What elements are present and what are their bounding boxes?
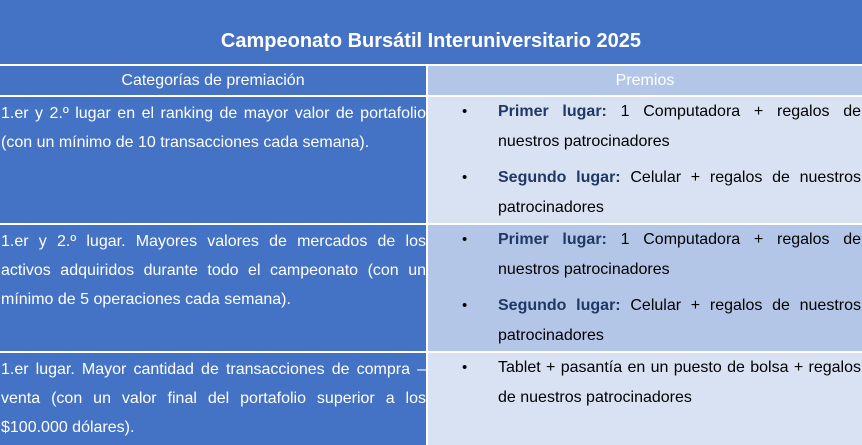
bullet-icon: •: [462, 103, 468, 120]
row-2-prizes: [428, 225, 862, 351]
row-3-category: 1.er lugar. Mayor cantidad de transacciones de compra – venta (con un valor final del portafolio superior a los $100.000 dólares).: [0, 353, 426, 445]
prize-text: 1 Computadora + regalos de nuestros patrocinadores: [498, 103, 861, 150]
prize-label: Primer lugar:: [498, 231, 607, 248]
header-prizes: Premios: [428, 66, 862, 95]
table-title: Campeonato Bursátil Interuniversitario 2025: [0, 0, 862, 64]
row-2-prize-1: [428, 225, 862, 285]
prize-text: Celular + regalos de nuestros patrocinadores: [498, 169, 861, 216]
row-2-category: 1.er y 2.º lugar. Mayores valores de mercados de los activos adquiridos durante todo el campeonato (con un mínimo de 5 operaciones cada semana).: [0, 225, 426, 351]
prize-label: Segundo lugar:: [498, 169, 621, 186]
bullet-icon: •: [462, 169, 468, 186]
prize-text: Tablet + pasantía en un puesto de bolsa + regalos de nuestros patrocinadores: [498, 359, 861, 406]
prize-text: 1 Computadora + regalos de nuestros patrocinadores: [498, 231, 861, 278]
header-categories: Categorías de premiación: [0, 66, 426, 95]
bullet-icon: •: [462, 297, 468, 314]
row-1-prizes: [428, 97, 862, 223]
bullet-icon: •: [462, 231, 468, 248]
prize-text: Celular + regalos de nuestros patrocinadores: [498, 297, 861, 344]
prize-label: Primer lugar:: [498, 103, 607, 120]
row-1-prize-1: [428, 97, 862, 157]
prize-label: Segundo lugar:: [498, 297, 621, 314]
row-1-category: 1.er y 2.º lugar en el ranking de mayor valor de portafolio (con un mínimo de 10 transacciones cada semana).: [0, 97, 426, 223]
row-3-prizes: [428, 353, 862, 445]
row-3-prize-1: [428, 353, 862, 413]
row-1-prize-2: [428, 163, 862, 223]
bullet-icon: •: [462, 359, 468, 376]
row-2-prize-2: [428, 291, 862, 351]
